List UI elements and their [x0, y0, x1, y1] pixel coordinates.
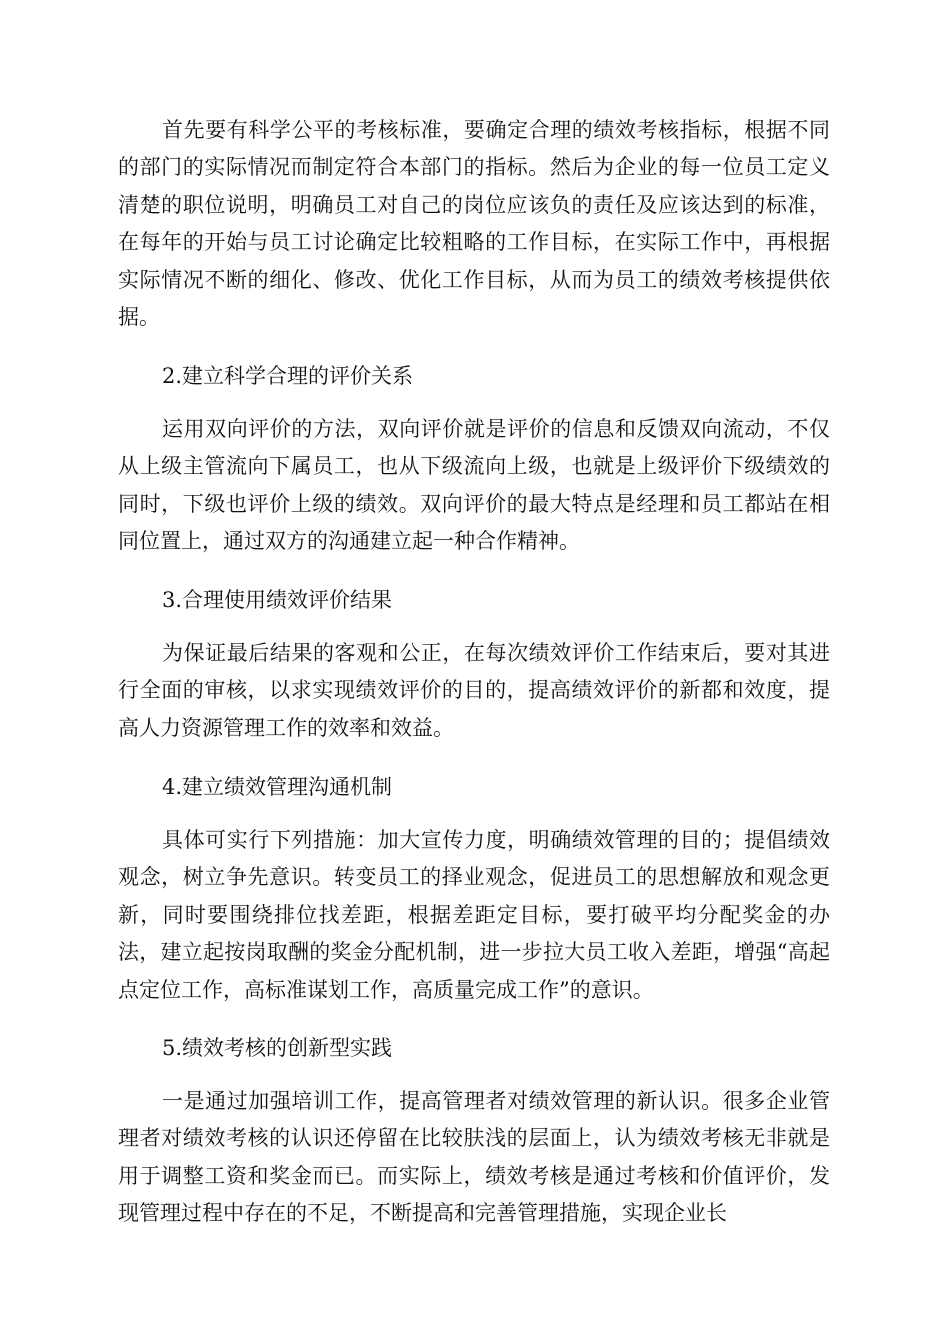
- paragraph-two-way-evaluation: 运用双向评价的方法，双向评价就是评价的信息和反馈双向流动，不仅从上级主管流向下属员工，也从下级流向上级，也就是上级评价下级绩效的同时，下级也评价上级的绩效。双向评价的最大特点是经理和员工都站在相同位置上，通过双方的沟通建立起一种合作精神。: [118, 417, 830, 554]
- section-heading-communication-mechanism: 4.建立绩效管理沟通机制: [162, 775, 393, 799]
- section-heading-innovative-practice: 5.绩效考核的创新型实践: [162, 1036, 393, 1060]
- paragraph-result-review: 为保证最后结果的客观和公正，在每次绩效评价工作结束后，要对其进行全面的审核，以求实现绩效评价的目的，提高绩效评价的新都和效度，提高人力资源管理工作的效率和效益。: [118, 641, 830, 740]
- paragraph-communication-measures: 具体可实行下列措施：加大宣传力度，明确绩效管理的目的；提倡绩效观念，树立争先意识。转变员工的择业观念，促进员工的思想解放和观念更新，同时要围绕排位找差距，根据差距定目标，要打破平均分配奖金的办法，建立起按岗取酬的奖金分配机制，进一步拉大员工收入差距，增强“高起点定位工作，高标准谋划工作，高质量完成工作”的意识。: [118, 828, 830, 1002]
- section-heading-use-results: 3.合理使用绩效评价结果: [162, 588, 393, 612]
- section-heading-evaluation-relationship: 2.建立科学合理的评价关系: [162, 364, 414, 388]
- paragraph-assessment-standards: 首先要有科学公平的考核标准，要确定合理的绩效考核指标，根据不同的部门的实际情况而制定符合本部门的指标。然后为企业的每一位员工定义清楚的职位说明，明确员工对自己的岗位应该负的责任及应该达到的标准，在每年的开始与员工讨论确定比较粗略的工作目标，在实际工作中，再根据实际情况不断的细化、修改、优化工作目标，从而为员工的绩效考核提供依据。: [118, 118, 830, 330]
- paragraph-training-practice: 一是通过加强培训工作，提高管理者对绩效管理的新认识。很多企业管理者对绩效考核的认识还停留在比较肤浅的层面上，认为绩效考核无非就是用于调整工资和奖金而已。而实际上，绩效考核是通过考核和价值评价，发现管理过程中存在的不足，不断提高和完善管理措施，实现企业长: [118, 1089, 830, 1226]
